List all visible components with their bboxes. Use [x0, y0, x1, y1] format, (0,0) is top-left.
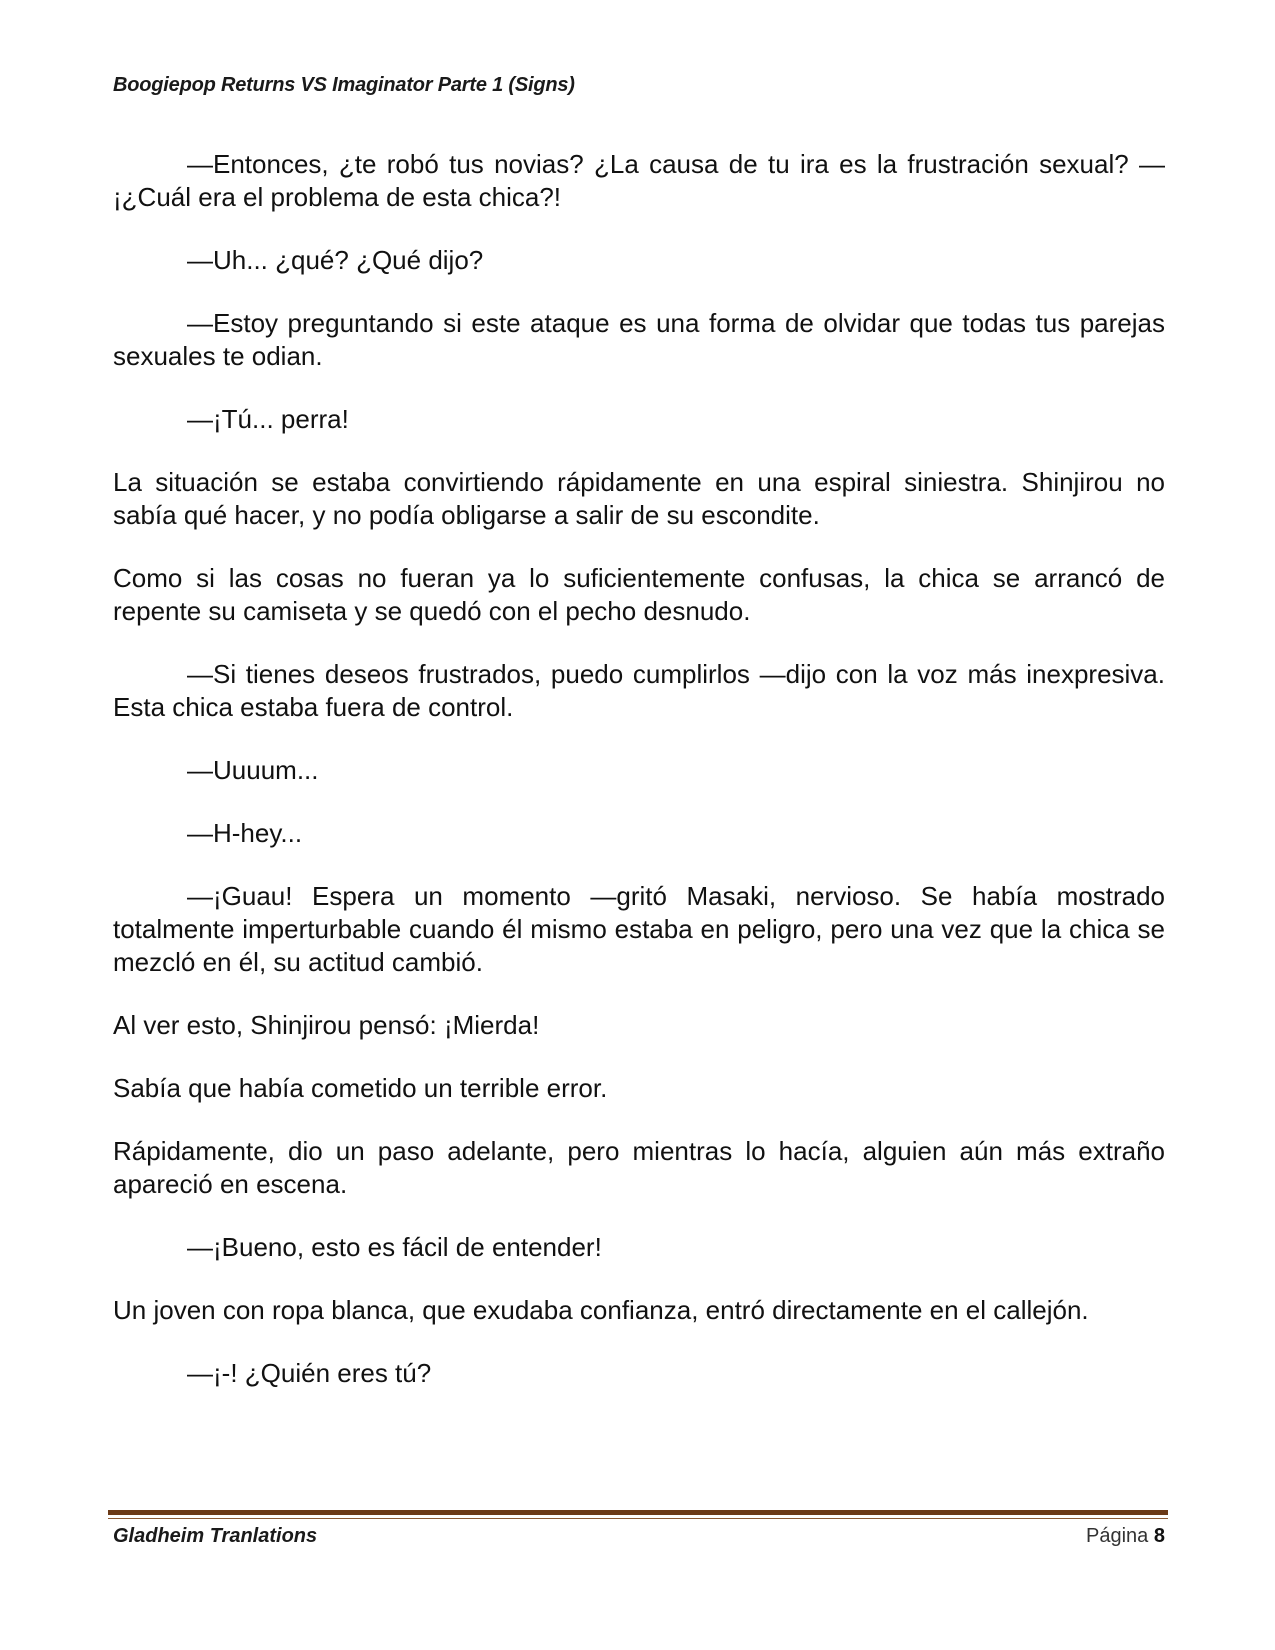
footer-publisher: Gladheim Tranlations	[113, 1525, 318, 1547]
footer-divider	[108, 1510, 1168, 1515]
paragraph: —¡-! ¿Quién eres tú?	[187, 1358, 432, 1388]
page-label: Página	[1086, 1525, 1149, 1547]
paragraph: La situación se estaba convirtiendo rápidamente en una espiral siniestra. Shinjirou no sabía qué hacer, y no podía obligarse a salir de su escondite.	[113, 467, 1165, 530]
footer-divider-thin	[108, 1518, 1168, 1519]
paragraph: —¡Bueno, esto es fácil de entender!	[187, 1232, 602, 1262]
paragraph: —¡Guau! Espera un momento —gritó Masaki, nervioso. Se había mostrado totalmente imperturbable cuando él mismo estaba en peligro, pero una vez que la chica se mezcló en él, su actitud cambió.	[113, 881, 1165, 977]
paragraph: Un joven con ropa blanca, que exudaba confianza, entró directamente en el callejón.	[113, 1295, 1089, 1325]
paragraph: Como si las cosas no fueran ya lo suficientemente confusas, la chica se arrancó de repente su camiseta y se quedó con el pecho desnudo.	[113, 563, 1165, 626]
paragraph: —Estoy preguntando si este ataque es una forma de olvidar que todas tus parejas sexuales te odian.	[113, 308, 1165, 371]
paragraph: —Uh... ¿qué? ¿Qué dijo?	[187, 245, 484, 275]
page-header-title: Boogiepop Returns VS Imaginator Parte 1 (Signs)	[113, 74, 575, 96]
paragraph: —¡Tú... perra!	[187, 404, 349, 434]
paragraph: Rápidamente, dio un paso adelante, pero mientras lo hacía, alguien aún más extraño apareció en escena.	[113, 1136, 1165, 1199]
paragraph: Al ver esto, Shinjirou pensó: ¡Mierda!	[113, 1010, 540, 1040]
page-number: 8	[1153, 1525, 1165, 1547]
paragraph: —H-hey...	[187, 818, 303, 848]
paragraph: —Entonces, ¿te robó tus novias? ¿La causa de tu ira es la frustración sexual? —¡¿Cuál era el problema de esta chica?!	[113, 149, 1165, 212]
document-body	[113, 148, 1165, 1420]
paragraph: —Uuuum...	[187, 755, 319, 785]
paragraph: Sabía que había cometido un terrible error.	[113, 1073, 608, 1103]
paragraph: —Si tienes deseos frustrados, puedo cumplirlos —dijo con la voz más inexpresiva. Esta chica estaba fuera de control.	[113, 659, 1165, 722]
footer-page-indicator	[1086, 1525, 1165, 1548]
